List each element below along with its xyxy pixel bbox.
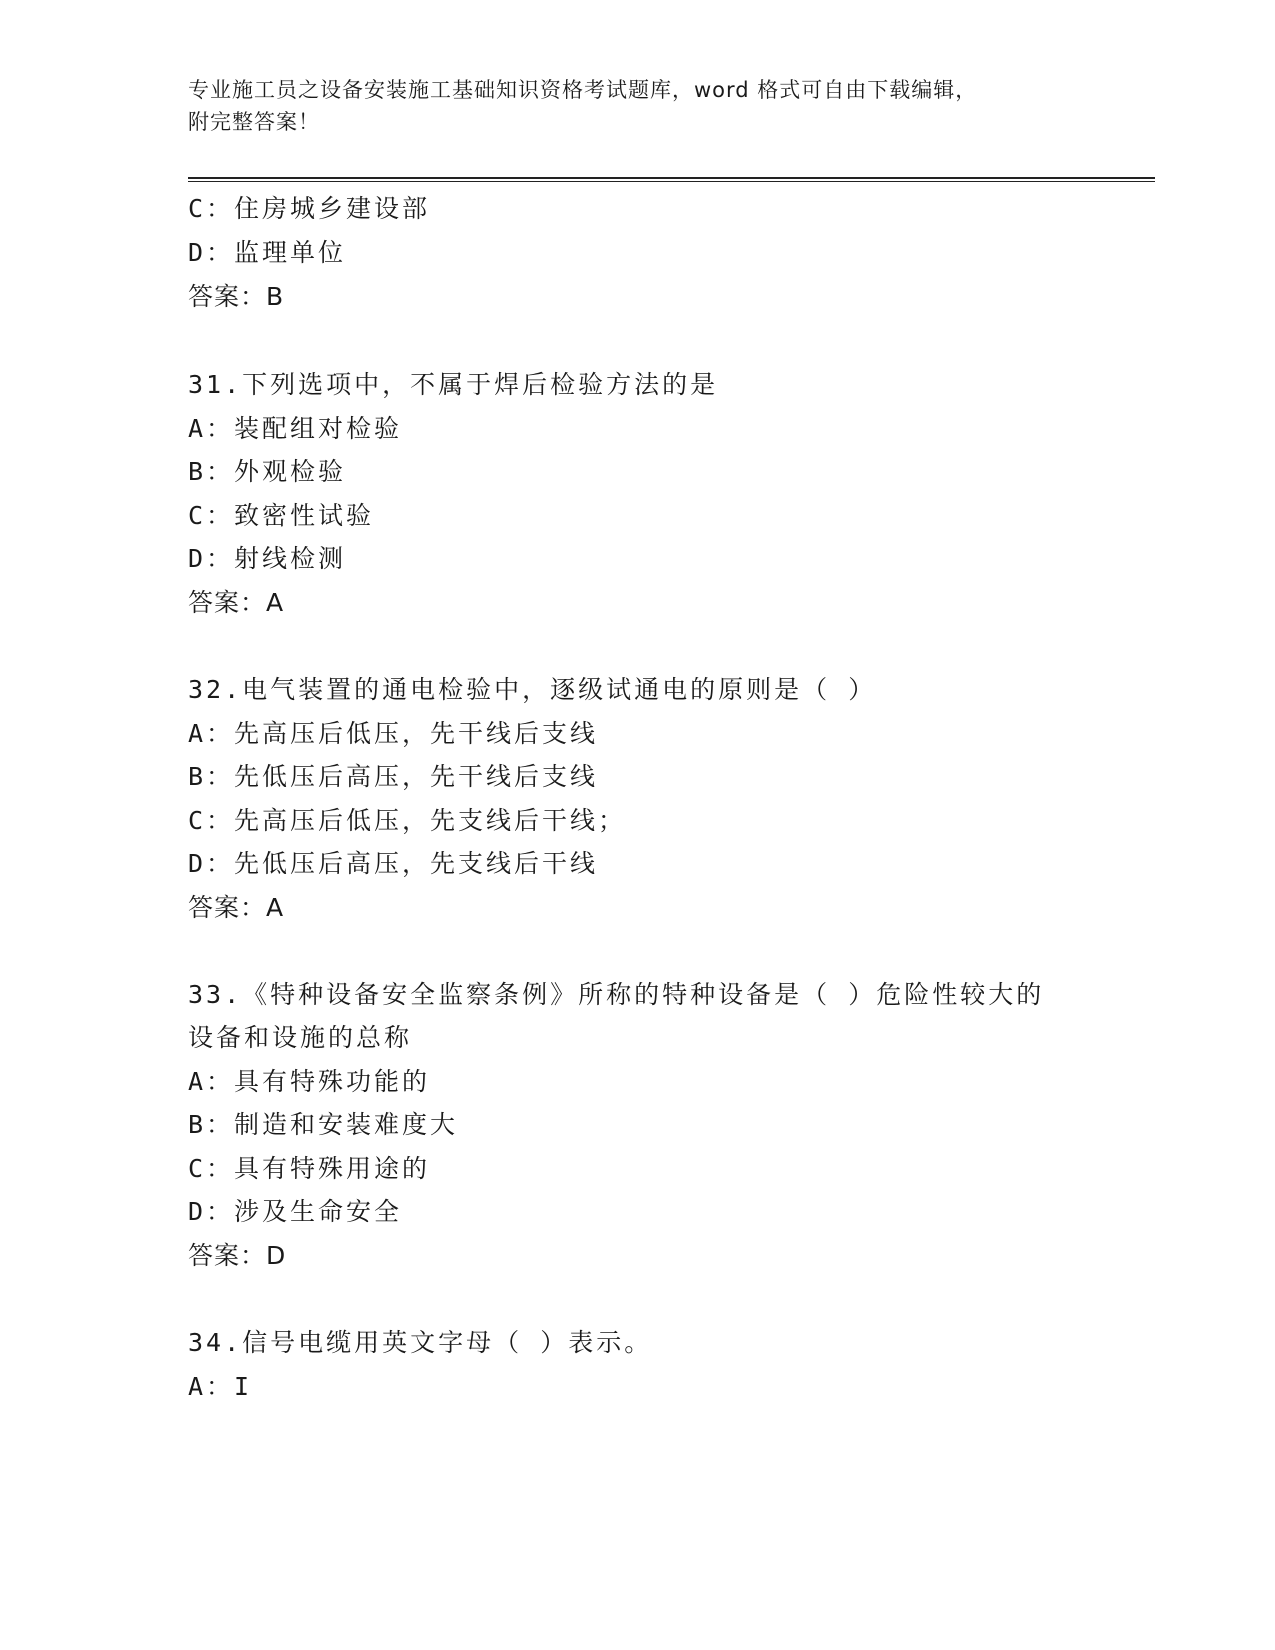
option-c: C：致密性试验 bbox=[188, 501, 375, 530]
option-d: D：监理单位 bbox=[188, 238, 347, 267]
header-line-1: 专业施工员之设备安装施工基础知识资格考试题库，word 格式可自由下载编辑， bbox=[188, 78, 978, 102]
option-c: C：具有特殊用途的 bbox=[188, 1154, 431, 1183]
option-b: B：先低压后高压，先干线后支线 bbox=[188, 762, 599, 791]
question-33: 33.《特种设备安全监察条例》所称的特种设备是（ ）危险性较大的 bbox=[188, 980, 1045, 1009]
option-d: D：先低压后高压，先支线后干线 bbox=[188, 849, 599, 878]
option-b: B：外观检验 bbox=[188, 457, 347, 486]
option-d: D：涉及生命安全 bbox=[188, 1197, 403, 1226]
option-a: A：I bbox=[188, 1372, 253, 1401]
answer: 答案：B bbox=[188, 282, 285, 311]
header-line-2: 附完整答案！ bbox=[188, 110, 320, 134]
option-a: A：装配组对检验 bbox=[188, 414, 403, 443]
option-a: A：先高压后低压，先干线后支线 bbox=[188, 719, 599, 748]
answer: 答案：D bbox=[188, 1241, 287, 1270]
question-33-continued: 设备和设施的总称 bbox=[188, 1023, 413, 1052]
document-header bbox=[188, 74, 1088, 138]
header-divider-thin bbox=[188, 181, 1155, 182]
option-c: C：先高压后低压，先支线后干线； bbox=[188, 806, 627, 835]
answer: 答案：A bbox=[188, 588, 285, 617]
option-a: A：具有特殊功能的 bbox=[188, 1067, 431, 1096]
question-34: 34.信号电缆用英文字母（ ）表示。 bbox=[188, 1328, 653, 1357]
option-b: B：制造和安装难度大 bbox=[188, 1110, 459, 1139]
header-divider bbox=[188, 177, 1155, 179]
question-31: 31.下列选项中，不属于焊后检验方法的是 bbox=[188, 370, 719, 399]
question-32: 32.电气装置的通电检验中，逐级试通电的原则是（ ） bbox=[188, 675, 877, 704]
answer: 答案：A bbox=[188, 893, 285, 922]
option-d: D：射线检测 bbox=[188, 544, 347, 573]
option-c: C：住房城乡建设部 bbox=[188, 194, 431, 223]
